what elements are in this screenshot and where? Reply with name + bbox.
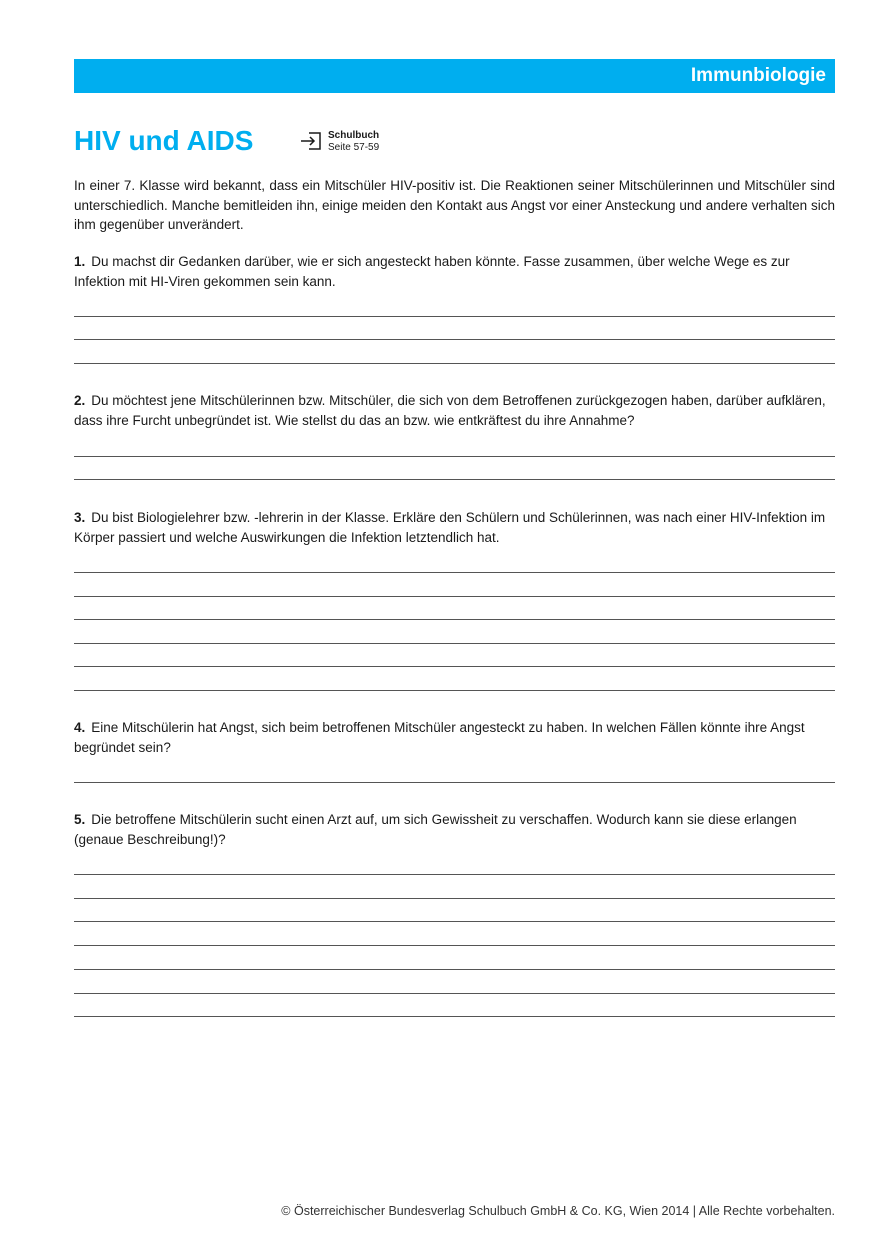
- task-text: Du bist Biologielehrer bzw. -lehrerin in der Klasse. Erkläre den Schülern und Schülerinnen, was nach einer HIV-Infektion im Körper passiert und welche Auswirkungen die Infektion letztendlich hat.: [74, 510, 826, 545]
- answer-line[interactable]: [74, 619, 835, 620]
- task-text: Du möchtest jene Mitschülerinnen bzw. Mitschüler, die sich von dem Betroffenen zurückgezogen haben, darüber aufklären, dass ihre Furcht unbegründet ist. Wie stellst du das an bzw. wie entkräftest du ihre Annahme?: [74, 393, 826, 428]
- answer-line[interactable]: [74, 969, 835, 970]
- task-number: 2.: [74, 393, 86, 408]
- answer-line[interactable]: [74, 898, 835, 899]
- task-number: 3.: [74, 510, 86, 525]
- answer-line[interactable]: [74, 945, 835, 946]
- task-number: 5.: [74, 812, 86, 827]
- reference-pages: Seite 57-59: [328, 142, 380, 153]
- answer-line[interactable]: [74, 316, 835, 317]
- page-title: HIV und AIDS: [74, 125, 254, 156]
- answer-line[interactable]: [74, 363, 835, 364]
- answer-line[interactable]: [74, 921, 835, 922]
- task-number: 4.: [74, 720, 86, 735]
- task-text: Du machst dir Gedanken darüber, wie er sich angesteckt haben könnte. Fasse zusammen, über welche Wege es zur Infektion mit HI-Viren gekommen sein kann.: [74, 254, 790, 289]
- answer-line[interactable]: [74, 456, 835, 457]
- task-5: [74, 810, 835, 849]
- answer-line[interactable]: [74, 339, 835, 340]
- answer-line[interactable]: [74, 993, 835, 994]
- answer-line[interactable]: [74, 643, 835, 644]
- task-text: Die betroffene Mitschülerin sucht einen Arzt auf, um sich Gewissheit zu verschaffen. Wodurch kann sie diese erlangen (genaue Beschreibung!)?: [74, 812, 797, 847]
- section-header-bar: [74, 59, 835, 93]
- book-reference-icon: [300, 131, 324, 151]
- intro-text: In einer 7. Klasse wird bekannt, dass ein Mitschüler HIV-positiv ist. Die Reaktionen seiner Mitschülerinnen und Mitschüler sind unterschiedlich. Manche bemitleiden ihn, einige meiden den Kontakt aus Angst vor einer Ansteckung und andere verhalten sich ihm gegenüber unverändert.: [74, 178, 835, 232]
- answer-line[interactable]: [74, 596, 835, 597]
- answer-line[interactable]: [74, 479, 835, 480]
- answer-line[interactable]: [74, 782, 835, 783]
- answer-line[interactable]: [74, 874, 835, 875]
- answer-line[interactable]: [74, 690, 835, 691]
- task-3: [74, 508, 835, 547]
- reference-label: Schulbuch: [328, 130, 380, 141]
- answer-line[interactable]: [74, 1016, 835, 1017]
- answer-line[interactable]: [74, 572, 835, 573]
- task-4: [74, 718, 835, 757]
- copyright-footer: © Österreichischer Bundesverlag Schulbuch GmbH & Co. KG, Wien 2014 | Alle Rechte vorbehalten.: [281, 1204, 835, 1218]
- task-number: 1.: [74, 254, 86, 269]
- task-text: Eine Mitschülerin hat Angst, sich beim betroffenen Mitschüler angesteckt zu haben. In welchen Fällen könnte ihre Angst begründet sein?: [74, 720, 805, 755]
- task-2: [74, 391, 835, 430]
- answer-line[interactable]: [74, 666, 835, 667]
- task-1: [74, 252, 835, 291]
- section-title: Immunbiologie: [690, 65, 826, 86]
